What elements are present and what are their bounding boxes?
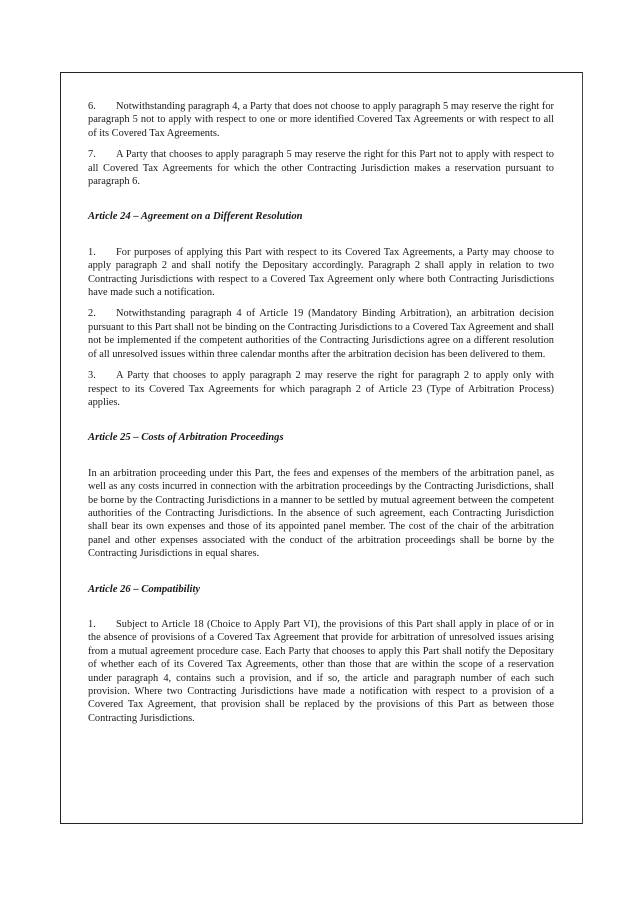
paragraph-7 — [88, 148, 554, 188]
paragraph-number: 3. — [88, 370, 96, 382]
paragraph-number: 6. — [88, 101, 96, 112]
article-24-paragraph-1 — [88, 246, 554, 300]
article-24-paragraph-2 — [88, 307, 554, 361]
paragraph-text: Notwithstanding paragraph 4, a Party that does not choose to apply paragraph 5 may reserve the right for paragraph 5 not to apply with respect to one or more identified Covered Tax Agreements or with respect to all of its Covered Tax Agreements. — [88, 101, 554, 139]
document-body — [88, 100, 554, 733]
paragraph-number: 1. — [88, 618, 96, 630]
paragraph-text: Subject to Article 18 (Choice to Apply Part VI), the provisions of this Part shall apply in place of or in the absence of provisions of a Covered Tax Agreement that provide for arbitration of unresolved issues arising from a mutual agreement procedure case. Each Party that chooses to apply this Part shall notify the Depositary of whether each of its Covered Tax Agreements, other than those that are within the scope of a reservation under paragraph 4, contains such a provision, and if so, the article and paragraph number of each such provision. Where two Contracting Jurisdictions have made a notification with respect to a provision of a Covered Tax Agreement, that provision shall be replaced by the provisions of this Part as between those Contracting Jurisdictions. — [88, 618, 554, 724]
paragraph-number: 7. — [88, 149, 96, 161]
article-25-heading: Article 25 – Costs of Arbitration Proceedings — [88, 432, 284, 444]
paragraph-number: 1. — [88, 246, 96, 258]
paragraph-6 — [88, 100, 554, 140]
article-26-heading: Article 26 – Compatibility — [88, 583, 201, 595]
article-24-heading: Article 24 – Agreement on a Different Resolution — [88, 211, 303, 223]
article-24-paragraph-3 — [88, 369, 554, 409]
paragraph-text: For purposes of applying this Part with respect to its Covered Tax Agreements, a Party may choose to apply paragraph 2 and shall notify the Depositary accordingly. Paragraph 2 shall apply in relation to two Contracting Jurisdictions with respect to a Covered Tax Agreement only where both Contracting Jurisdictions have made such a notification. — [88, 246, 554, 299]
paragraph-text: Notwithstanding paragraph 4 of Article 19 (Mandatory Binding Arbitration), an arbitration decision pursuant to this Part shall not be binding on the Contracting Jurisdictions to a Covered Tax Agreement and shall not be implemented if the competent authorities of the Contracting Jurisdictions agree on a different resolution of all unresolved issues within three calendar months after the arbitration decision has been delivered to them. — [88, 308, 554, 360]
paragraph-text: A Party that chooses to apply paragraph 5 may reserve the right for this Part not to apply with respect to all Covered Tax Agreements for which the other Contracting Jurisdiction makes a reservation pursuant to paragraph 6. — [88, 149, 554, 188]
paragraph-text: A Party that chooses to apply paragraph 2 may reserve the right for paragraph 2 to apply only with respect to its Covered Tax Agreements for which paragraph 2 of Article 23 (Type of Arbitration Process) applies. — [88, 370, 554, 408]
article-25-text: In an arbitration proceeding under this Part, the fees and expenses of the members of the arbitration panel, as well as any costs incurred in connection with the arbitration proceedings by the Contracting Jurisdictions, shall be borne by the Contracting Jurisdictions in a manner to be settled by mutual agreement between the competent authorities of the Contracting Jurisdictions. In the absence of such agreement, each Contracting Jurisdiction shall bear its own expenses and those of its appointed panel member. The cost of the chair of the arbitration panel and other expenses associated with the conduct of the arbitration proceedings shall be borne by the Contracting Jurisdictions in equal shares. — [88, 467, 554, 560]
paragraph-number: 2. — [88, 308, 96, 320]
article-26-paragraph-1 — [88, 618, 554, 725]
